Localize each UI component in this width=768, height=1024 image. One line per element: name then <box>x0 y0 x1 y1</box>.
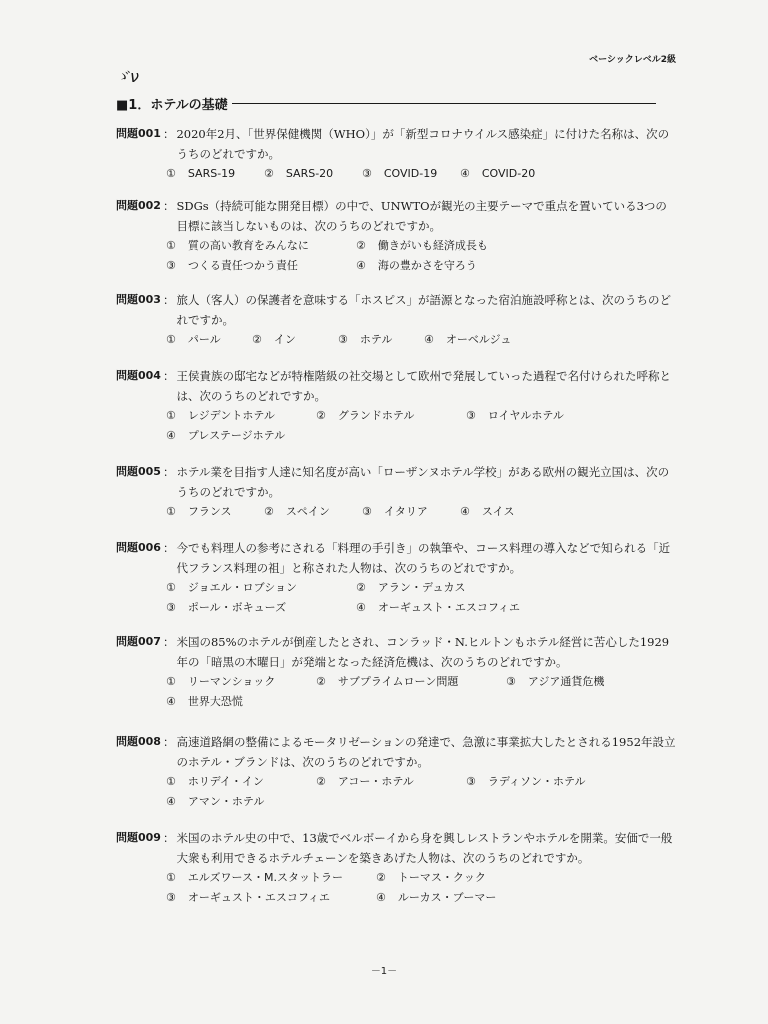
question-text: 王侯貴族の邸宅などが特権階級の社交場として欧州で発展していった過程で名付けられた呼称とは、次のうちのどれですか。 <box>176 369 671 403</box>
choice-3: ③ ポール・ボキューズ <box>166 601 287 614</box>
question-009: 問題009 ： 米国のホテル史の中で、13歳でベルボーイから身を興しレストランやホテルを開業。安価で一般大衆も利用できるホテルチェーンを築きあげた人物は、次のうちのどれですか。 ① エルズワース・M.スタットラー ② トーマス・クック ③ オーギュスト・エスコフィエ ④ ルーカス・ブーマー <box>116 828 676 908</box>
page-number: －1－ <box>370 966 398 977</box>
choice-4: ④ オーギュスト・エスコフィエ <box>356 601 520 614</box>
question-text: ホテル業を目指す人達に知名度が高い「ローザンヌホテル学校」がある欧州の観光立国は、次のうちのどれですか。 <box>176 465 670 499</box>
choice-3: ③ ホテル <box>338 333 393 346</box>
choice-3: ③ イタリア <box>362 505 428 518</box>
choice-2: ② トーマス・クック <box>376 871 486 884</box>
choice-4: ④ アマン・ホテル <box>166 795 265 808</box>
choice-2: ② グランドホテル <box>316 409 415 422</box>
choice-4: ④ 世界大恐慌 <box>166 695 243 708</box>
choice-2: ② SARS-20 <box>264 167 334 180</box>
choice-1: ① フランス <box>166 505 232 518</box>
question-text: SDGs（持続可能な開発目標）の中で、UNWTOが観光の主要テーマで重点を置いている3つの目標に該当しないものは、次のうちのどれですか。 <box>176 199 667 233</box>
choice-2: ② 働きがいも経済成長も <box>356 239 488 252</box>
choice-2: ② イン <box>252 333 296 346</box>
choice-3: ③ つくる責任つかう責任 <box>166 259 298 272</box>
choice-4: ④ COVID-20 <box>460 167 536 180</box>
question-007: 問題007 ： 米国の85%のホテルが倒産したとされ、コンラッド・N.ヒルトンもホテル経営に苦心した1929年の「暗黒の木曜日」が発端となった経済危機は、次のうちのどれですか。 ① リーマンショック ② サブプライムローン問題 ③ アジア通貨危機 ④ 世界大恐慌 <box>116 632 676 712</box>
question-label: 問題009 <box>116 831 161 844</box>
question-003: 問題003 ： 旅人（客人）の保護者を意味する「ホスピス」が語源となった宿泊施設呼称とは、次のうちのどれですか。 ① パール ② イン ③ ホテル ④ オーベルジュ <box>116 290 676 350</box>
handwritten-mark: ゞν <box>114 67 139 86</box>
question-label: 問題002 <box>116 199 161 212</box>
choice-1: ① リーマンショック <box>166 675 276 688</box>
question-text: 米国のホテル史の中で、13歳でベルボーイから身を興しレストランやホテルを開業。安価で一般大衆も利用できるホテルチェーンを築きあげた人物は、次のうちのどれですか。 <box>176 831 673 865</box>
question-label: 問題006 <box>116 541 161 554</box>
choice-2: ② スペイン <box>264 505 330 518</box>
section-heading <box>116 94 656 113</box>
choice-1: ① SARS-19 <box>166 167 236 180</box>
level-badge: ベーシックレベル2級 <box>589 55 676 65</box>
question-label: 問題003 <box>116 293 161 306</box>
question-text: 高速道路網の整備によるモータリゼーションの発達で、急激に事業拡大したとされる1952年設立のホテル・ブランドは、次のうちのどれですか。 <box>176 735 676 769</box>
choice-3: ③ アジア通貨危機 <box>506 675 605 688</box>
question-label: 問題008 <box>116 735 161 748</box>
question-label: 問題004 <box>116 369 161 382</box>
choice-4: ④ オーベルジュ <box>424 333 512 346</box>
choice-1: ① ホリデイ・イン <box>166 775 264 788</box>
section-title: ■1．ホテルの基礎 <box>116 98 228 113</box>
question-text: 今でも料理人の参考にされる「料理の手引き」の執筆や、コース料理の導入などで知られる「近代フランス料理の祖」と称された人物は、次のうちのどれですか。 <box>176 541 671 575</box>
choice-3: ③ COVID-19 <box>362 167 438 180</box>
question-001: 問題001 ： 2020年2月、「世界保健機関（WHO）」が「新型コロナウイルス感染症」に付けた名称は、次のうちのどれですか。 ① SARS-19 ② SARS-20 ③ COVID-19 ④ COVID-20 <box>116 124 676 184</box>
choice-4: ④ 海の豊かさを守ろう <box>356 259 477 272</box>
question-text: 旅人（客人）の保護者を意味する「ホスピス」が語源となった宿泊施設呼称とは、次のうちのどれですか。 <box>176 293 671 327</box>
choice-4: ④ ルーカス・ブーマー <box>376 891 497 904</box>
choice-2: ② アラン・デュカス <box>356 581 466 594</box>
choice-3: ③ ラディソン・ホテル <box>466 775 586 788</box>
question-006: 問題006 ： 今でも料理人の参考にされる「料理の手引き」の執筆や、コース料理の導入などで知られる「近代フランス料理の祖」と称された人物は、次のうちのどれですか。 ① ジョエル・ロブション ② アラン・デュカス ③ ポール・ボキューズ ④ オーギュスト・エスコフィエ <box>116 538 676 618</box>
section-rule <box>232 103 656 104</box>
choice-2: ② アコー・ホテル <box>316 775 414 788</box>
question-text: 米国の85%のホテルが倒産したとされ、コンラッド・N.ヒルトンもホテル経営に苦心した1929年の「暗黒の木曜日」が発端となった経済危機は、次のうちのどれですか。 <box>176 635 670 669</box>
question-label: 問題001 <box>116 127 161 140</box>
choice-3: ③ オーギュスト・エスコフィエ <box>166 891 330 904</box>
question-label: 問題005 <box>116 465 161 478</box>
question-004: 問題004 ： 王侯貴族の邸宅などが特権階級の社交場として欧州で発展していった過程で名付けられた呼称とは、次のうちのどれですか。 ① レジデントホテル ② グランドホテル ③ ロイヤルホテル ④ プレステージホテル <box>116 366 676 446</box>
choice-4: ④ スイス <box>460 505 515 518</box>
choice-1: ① ジョエル・ロブション <box>166 581 297 594</box>
choice-3: ③ ロイヤルホテル <box>466 409 564 422</box>
question-005: 問題005 ： ホテル業を目指す人達に知名度が高い「ローザンヌホテル学校」がある欧州の観光立国は、次のうちのどれですか。 ① フランス ② スペイン ③ イタリア ④ スイス <box>116 462 676 522</box>
question-label: 問題007 <box>116 635 161 648</box>
choice-1: ① エルズワース・M.スタットラー <box>166 871 343 884</box>
choice-1: ① レジデントホテル <box>166 409 275 422</box>
choice-1: ① パール <box>166 333 221 346</box>
choice-2: ② サブプライムローン問題 <box>316 675 459 688</box>
choice-4: ④ プレステージホテル <box>166 429 286 442</box>
question-text: 2020年2月、「世界保健機関（WHO）」が「新型コロナウイルス感染症」に付けた名称は、次のうちのどれですか。 <box>176 127 670 161</box>
question-002: 問題002 ： SDGs（持続可能な開発目標）の中で、UNWTOが観光の主要テーマで重点を置いている3つの目標に該当しないものは、次のうちのどれですか。 ① 質の高い教育をみんなに ② 働きがいも経済成長も ③ つくる責任つかう責任 ④ 海の豊かさを守ろう <box>116 196 676 276</box>
question-008: 問題008 ： 高速道路網の整備によるモータリゼーションの発達で、急激に事業拡大したとされる1952年設立のホテル・ブランドは、次のうちのどれですか。 ① ホリデイ・イン ② アコー・ホテル ③ ラディソン・ホテル ④ アマン・ホテル <box>116 732 676 812</box>
choice-1: ① 質の高い教育をみんなに <box>166 239 309 252</box>
